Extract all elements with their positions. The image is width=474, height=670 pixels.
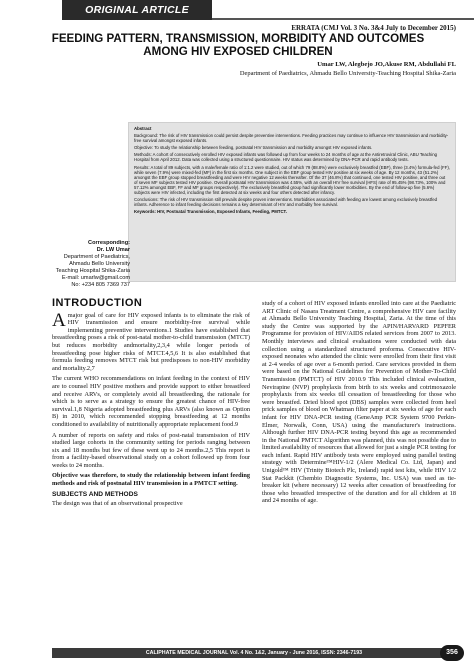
objective-paragraph: Objective was therefore, to study the relationship between infant feeding methods and risk of postnatal HIV transmission in a PMTCT setting. (52, 472, 250, 488)
correspondence-univ: Ahmadu Bello University (69, 261, 130, 267)
correspondence-hospital: Teaching Hospital Shika-Zaria (55, 268, 130, 274)
abstract-conclusions: Conclusions: The risk of HIV transmission still prevails despite proven interventions. Morbidities associated with feeding are lowest among exclusively breastfed infants. Adherence to infant feeding decisions remains a key determinant of HIV and morbidity free survival. (134, 197, 437, 208)
article-title (20, 33, 456, 58)
header-rule (212, 18, 474, 20)
correspondence-name: Dr. LW Umar (96, 247, 130, 253)
errata-line: ERRATA (CMJ Vol. 3 No. 3&4 July to December 2015) (291, 24, 456, 32)
abstract-background: Background: The risk of HIV transmission could persist despite preventive interventions. Feeding practices may continue to influence HIV transmission and morbidity-free survival amongst exposed infants. (134, 133, 449, 144)
correspondence-block (50, 240, 130, 289)
intro-paragraph-3: A number of reports on safety and risks of post-natal transmission of HIV studied large cohorts in the community setting for periods ranging between six and 18 months but few of these went up to 24 months.2,5 This report is from a facility-based observational study on a cohort followed up from four weeks to 24 months. (52, 431, 250, 469)
intro-paragraph-1 (52, 309, 250, 373)
title-line-1: FEEDING PATTERN, TRANSMISSION, MORBIDITY AND OUTCOMES (51, 32, 425, 45)
correspondence-phone: No: +234 805 7369 737 (71, 282, 130, 288)
right-column (262, 300, 456, 508)
methods-heading: SUBJECTS AND METHODS (52, 490, 138, 498)
journal-footer: CALIPHATE MEDICAL JOURNAL Vol. 4 No. 1&2, January - June 2016, ISSN: 2346-7193 (52, 648, 456, 658)
left-column (52, 297, 250, 511)
correspondence-dept: Department of Paediatrics, (63, 254, 130, 260)
correspondence-email: E-mail: umarlw@gmail.com (61, 275, 130, 281)
abstract-methods: Methods: A cohort of consecutively enrolled HIV exposed infants was followed up from four weeks to 24 months of age at the Antiretroviral Clinic, ABU Teaching Hospital from April 2012. Data was collected using a structured questionnaire. HIV status was determined by DNA-PCR and rapid antibody tests. (134, 152, 438, 163)
affiliation: Department of Paediatrics, Ahmadu Bello University-Teaching Hospital Shika-Zaria (239, 70, 456, 77)
methods-paragraph-continued: study of a cohort of HIV exposed infants enrolled into care at the Paediatric ART Clinic of Nasara Treatment Centre, a comprehensive HIV care facility at Ahmadu Bello University Teaching Hospital, Zaria. At the time of this study the Centre was supported by the APIN/HARVARD PEPFER Programme for provision of HIV/AIDS related services from 2007 to 2013. Monthly interviews and clinical evaluations were conducted with data collection using a standardized structured proforma. Consecutive HIV-exposed neonates who attended the clinic were enrolled from their first visit at 2-4 weeks of age over a 6-month period. Care services provided in them were based on the National Guidelines for Prevention of Mother-To-Child Transmission (PMTCT) of HIV 2010.9 This included clinical evaluation, Nevirapine (NVP) prophylaxis from birth to six weeks and cotrimoxazole prophylaxis from six weeks till cessation of breastfeeding for those who were breastfed. Dried blood spot (DBS) samples were collected from heel prick samples of blood on Whatman filter paper at six weeks of age for each infant for HIV DNA-PCR testing (GeneAmp PCR System 9700 Perkin-Elmer, Norwalk, Conn, USA) using the manufacturer's instructions. Although further HIV DNA-PCR testing beyond this age as recommended in the National PMTCT Algorithm was planned, this was not possible due to limited availability of resources that allowed for just a single PCR testing for each infant. Rapid HIV antibody tests were employed using parallel testing strategy with Determine™HIV-1/2 (Alere Medical Co. Ltd, Japan) and Unigold™ HIV (Trinity Biotech Plc, Ireland) rapid test kits, while HIV 1/2 Stat Packkit (Chembio Diagnostic Systems, Inc. USA) was used as tie-breaker kit (where necessary) 12 weeks after cessation of breastfeeding for those who breastfed irrespective of the duration and for all children at 18 and 24 months of age. (262, 300, 456, 505)
intro-paragraph-2: The current WHO recommendations on infant feeding in the context of HIV are to counsel HIV positive mothers and provide support to either breastfeed and receive ARVs, or completely avoid all breastfeeding, the rationale for which is to serve as a strategy to ensure the greatest chance of HIV-free survival.1,8 Nigeria adopted breastfeeding plus ARVs (also known as Option B) in 2010, which recommended stopping breastfeeding at 12 months conditioned to availability of nutritionally appropriate replacement food.9 (52, 375, 250, 428)
introduction-heading: INTRODUCTION (52, 297, 143, 309)
abstract-objective: Objective: To study the relationship between feeding, postnatal HIV transmission and morbidity amongst HIV exposed infants. (134, 145, 373, 151)
abstract-box (128, 122, 456, 282)
intro-paragraph-1-text: major goal of care for HIV exposed infants is to eliminate the risk of HIV transmission and ensure morbidity-free survival while implementing preventive interventions.1 Studies have established that breastfeeding poses a risk of post-natal mother-to-child transmission (MTCT) but reduces morbidity andmortality,2,3,4 while longer periods of breastfeeding pose higher risks of MTCT.4,5,6 It is also established that formula feeding removes MTCT risk but predisposes to non-HIV morbidity and mortality.2,7 (52, 311, 250, 372)
drop-cap: A (52, 309, 66, 331)
article-type-banner: ORIGINAL ARTICLE (62, 0, 212, 20)
authors: Umar LW, Alegbejo JO,Akuse RM, Abdullahi FL (317, 61, 456, 68)
methods-paragraph-start: The design was that of an observational prospective (52, 500, 183, 508)
page-number: 356 (440, 645, 464, 661)
abstract-results: Results: A total of 89 subjects, with a male/female ratio of 1:1.2 were studied, out of which 79 (88.8%) were exclusively breastfed (EBF), three (3.4%) formula-fed (FF), while seven (7.9%) were mixed-fed (MF) in the first six months. One subject in the EBF group tested HIV positive at six weeks of age. By 12 months, 43 (51.2%) amongst the EBF group stopped breastfeeding and were HIV negative 12 weeks thereafter. Of the 37 (46.8%) that continued, one tested HIV positive, and three out of seven MF subjects tested HIV positive. Overall postnatal HIV transmission was 4.55%, with an overall HIV free survival (HFS) rate of 95.45% (98.73%, 100% and 57.12% amongst EBF, FF and MF groups respectively). The exclusively breastfed group had significantly lower morbidities. By the end of follow-up five (5.6%) subjects were HIV infected, including the first detected at six weeks and four others detected after infancy. (134, 164, 450, 196)
title-line-2: AMONG HIV EXPOSED CHILDREN (143, 44, 333, 58)
abstract-heading: Abstract (134, 126, 152, 131)
correspondence-heading: Corresponding: (88, 240, 130, 246)
abstract-keywords: Keywords: HIV, Postnatal Transmission, Exposed Infants, Feeding, PMTCT. (134, 209, 287, 215)
